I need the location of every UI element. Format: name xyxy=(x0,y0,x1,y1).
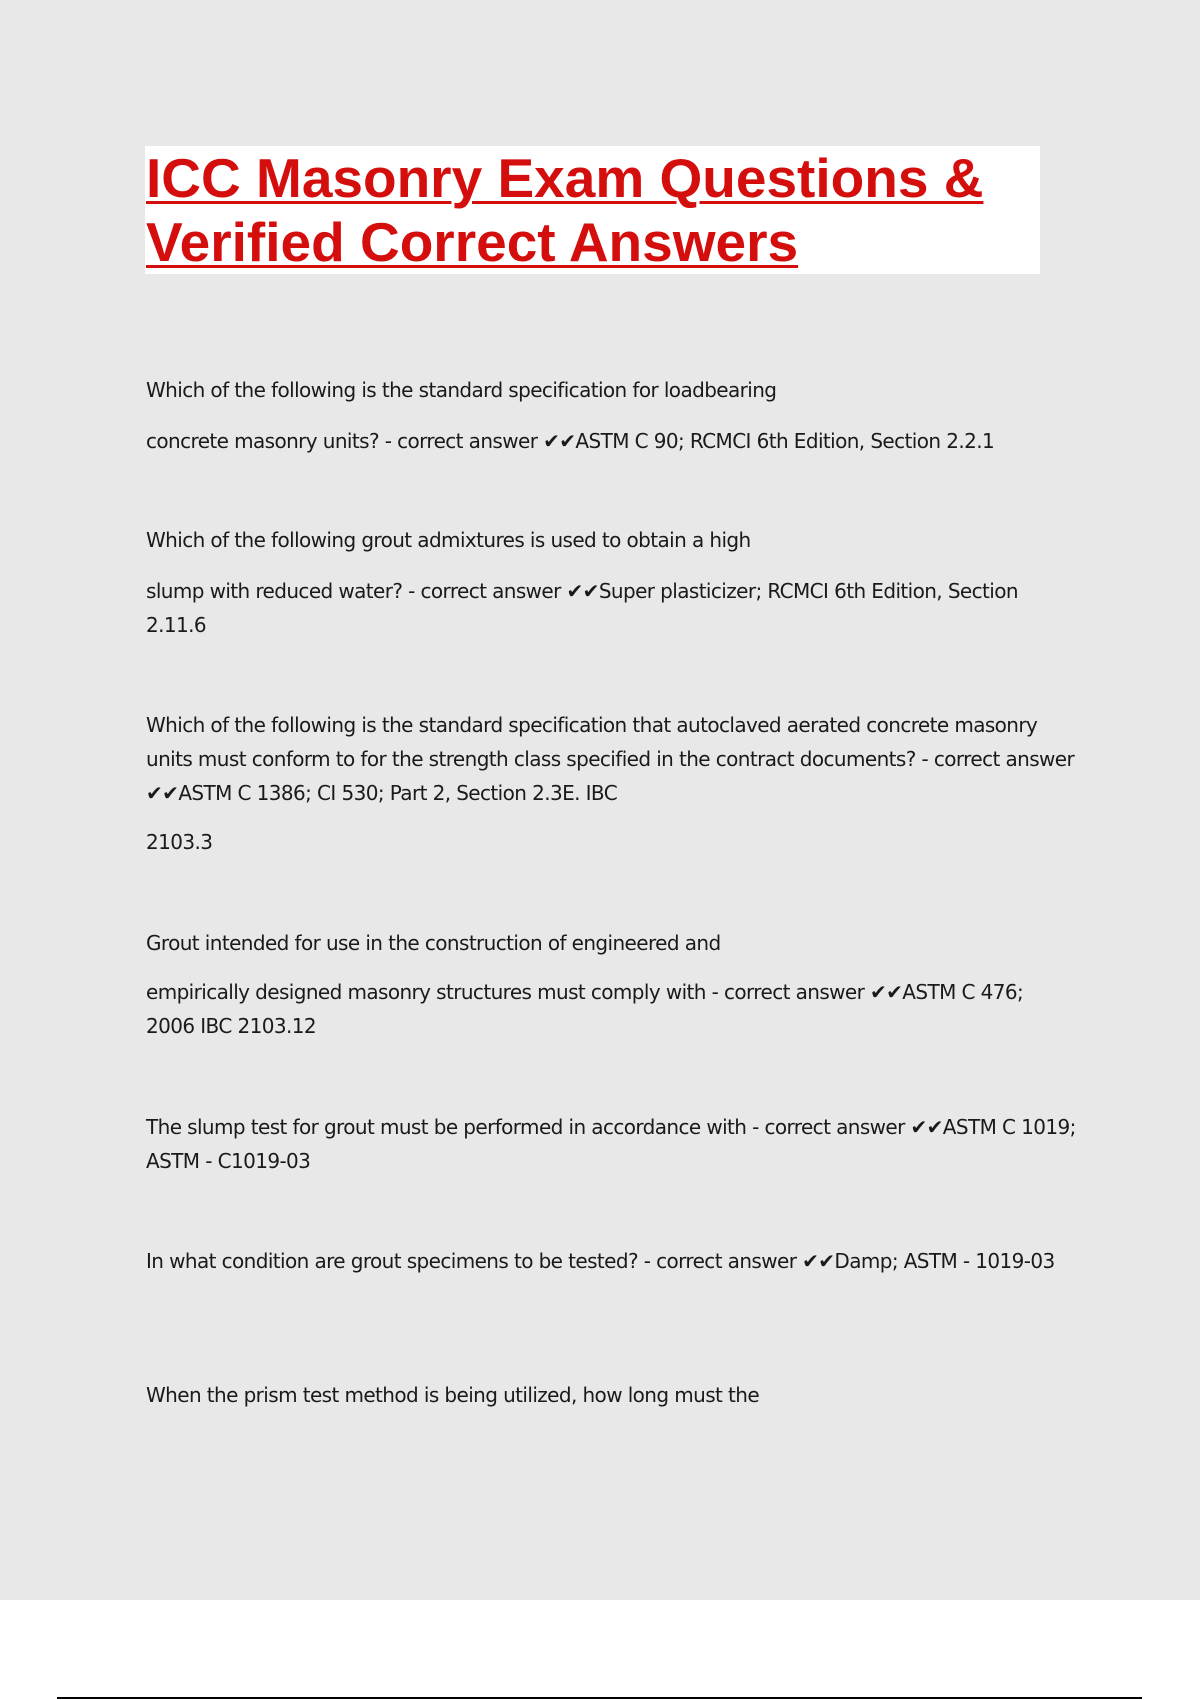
question-1-text: Which of the following is the standard specification for loadbearing xyxy=(146,378,777,402)
question-3-text: Which of the following is the standard specification that autoclaved aerated concrete masonry units must conform to for the strength class specified in the contract documents? - correct answer ✔✔ASTM C 1386; CI 530; Part 2, Section 2.3E. IBC xyxy=(146,713,1075,805)
question-5-text: The slump test for grout must be performed in accordance with - correct answer ✔✔ASTM C 1019; ASTM - C1019-03 xyxy=(146,1115,1076,1173)
question-6-text: In what condition are grout specimens to be tested? - correct answer ✔✔Damp; ASTM - 1019-03 xyxy=(146,1249,1055,1273)
footer-rule xyxy=(57,1697,1142,1699)
question-1-answer: concrete masonry units? - correct answer ✔✔ASTM C 90; RCMCI 6th Edition, Section 2.2.1 xyxy=(146,429,995,453)
document-title-line-1: ICC Masonry Exam Questions & xyxy=(146,147,984,209)
document-title-line-2: Verified Correct Answers xyxy=(146,211,799,273)
question-4-answer: empirically designed masonry structures must comply with - correct answer ✔✔ASTM C 476; 2006 IBC 2103.12 xyxy=(146,980,1024,1038)
question-2-answer: slump with reduced water? - correct answer ✔✔Super plasticizer; RCMCI 6th Edition, Section 2.11.6 xyxy=(146,579,1018,637)
question-3-continuation: 2103.3 xyxy=(146,830,213,854)
question-2-text: Which of the following grout admixtures is used to obtain a high xyxy=(146,528,751,552)
question-4-text: Grout intended for use in the construction of engineered and xyxy=(146,931,721,955)
question-7-text: When the prism test method is being utilized, how long must the xyxy=(146,1383,760,1407)
